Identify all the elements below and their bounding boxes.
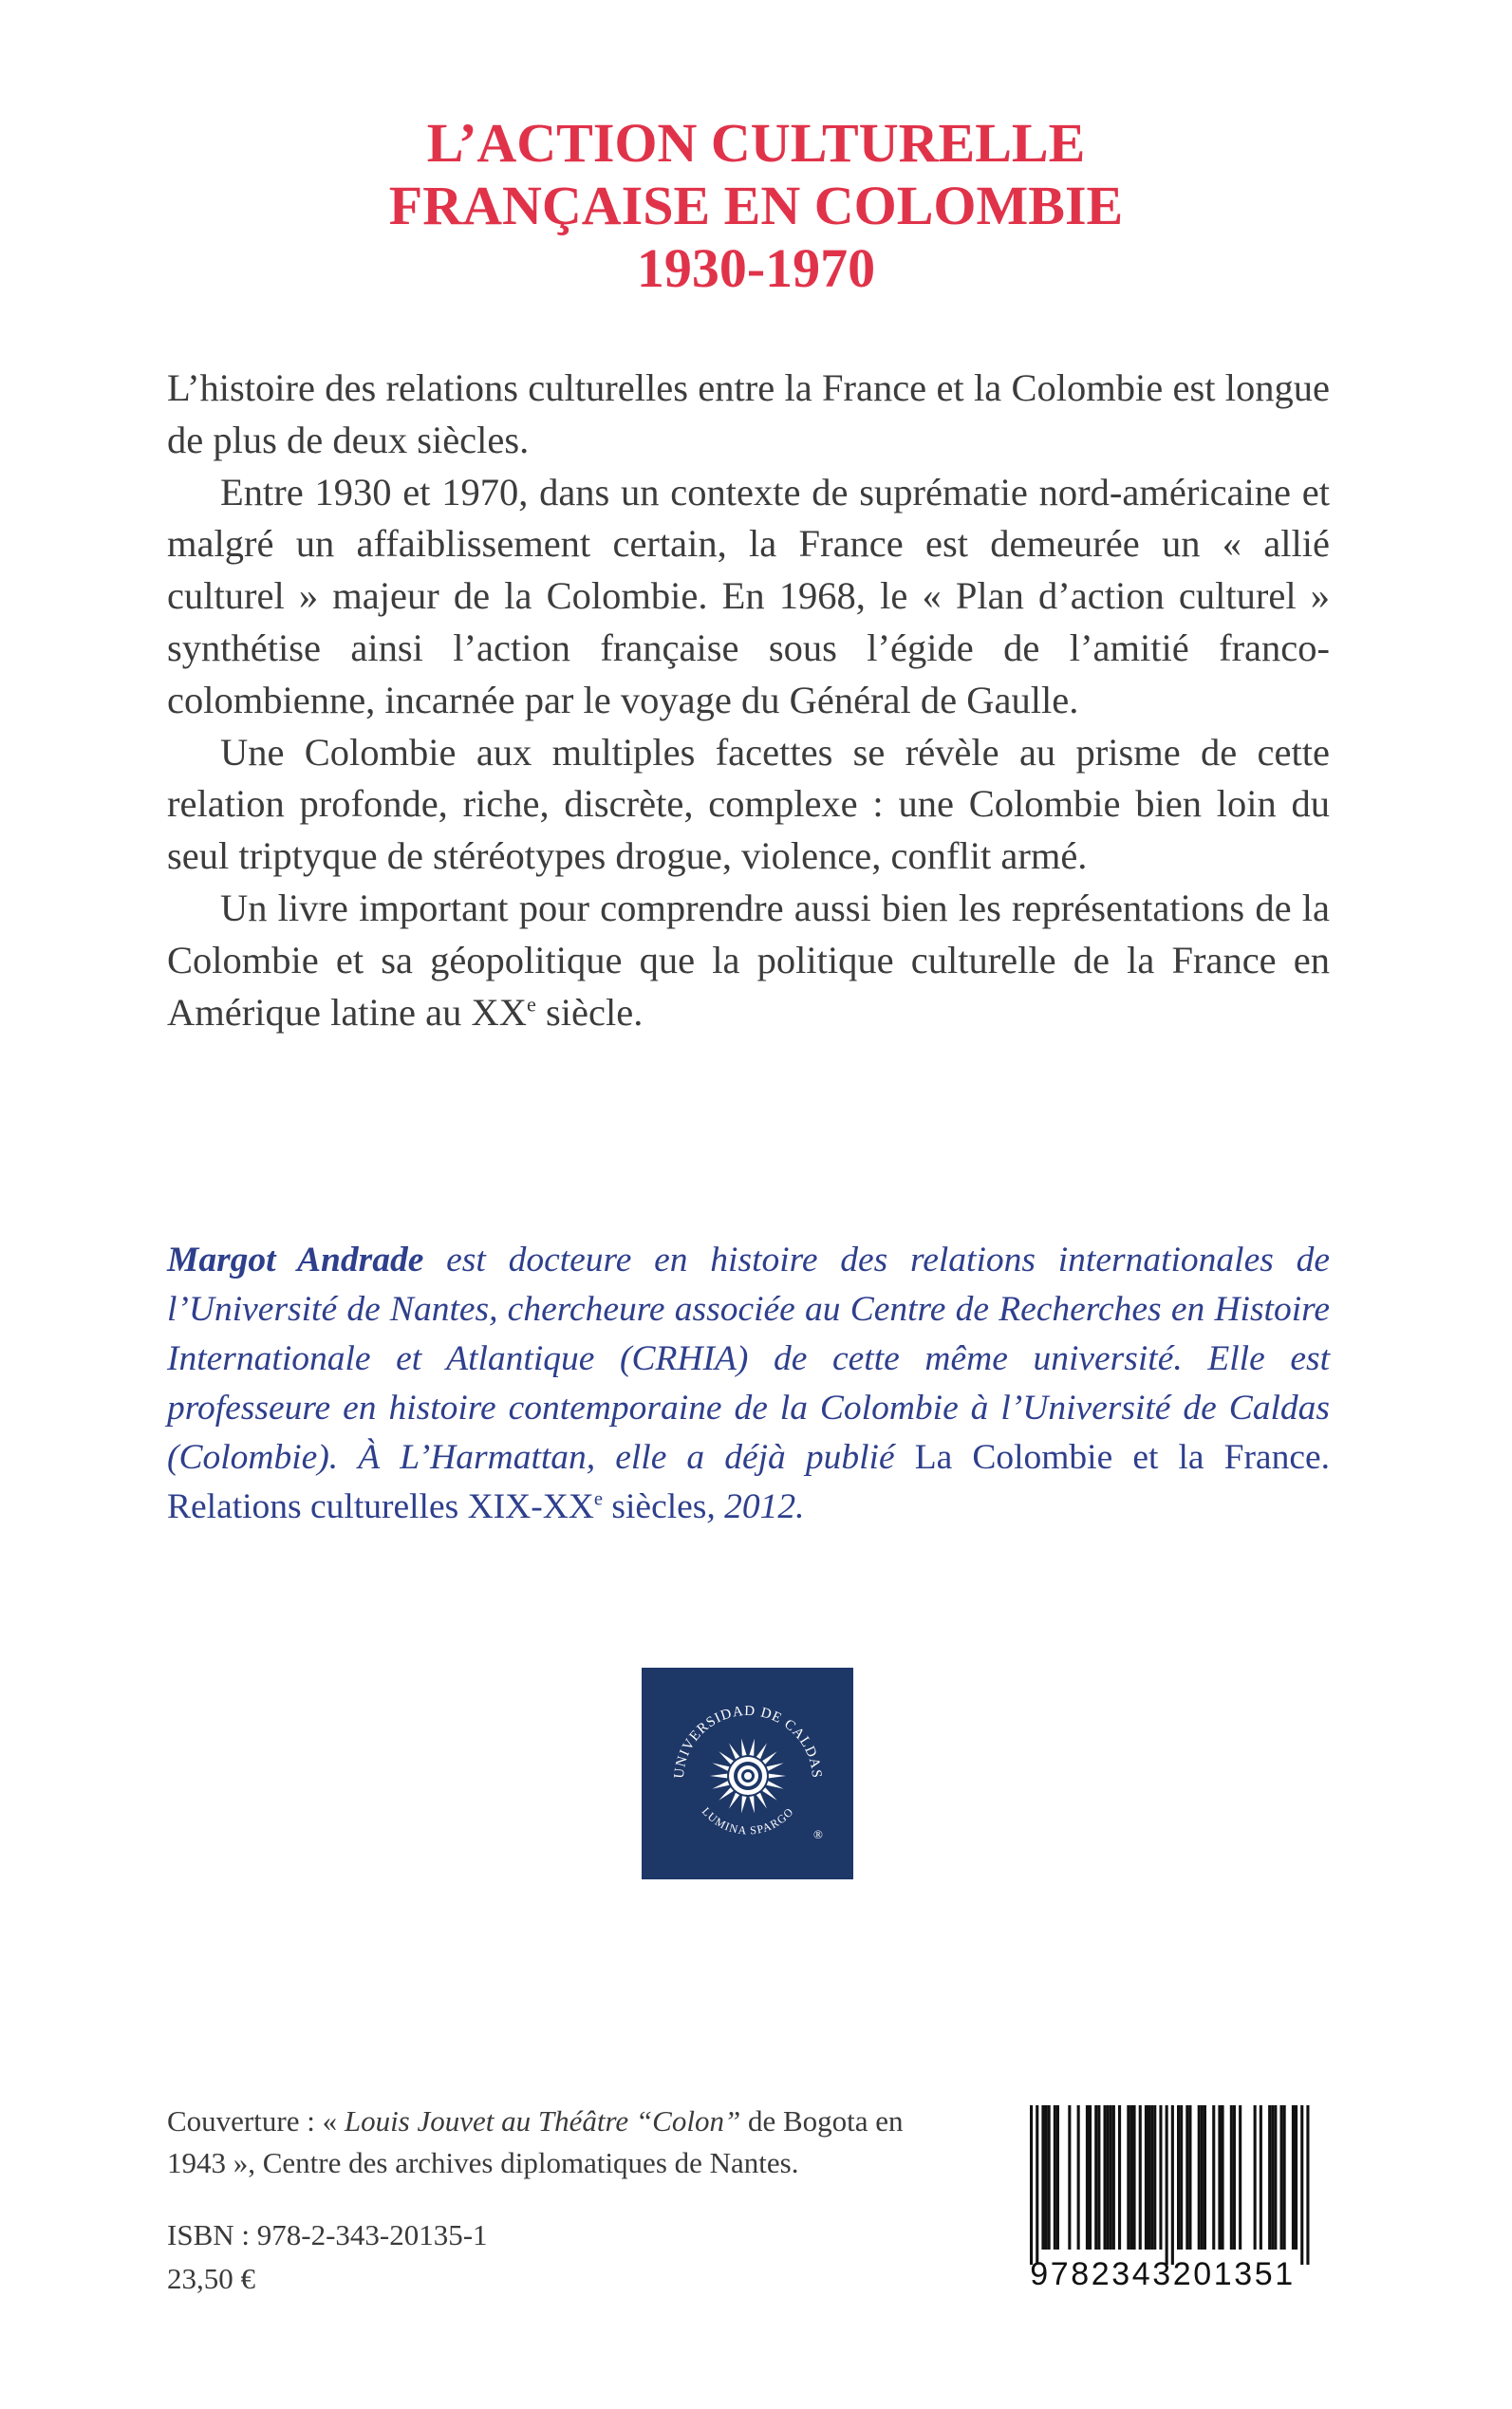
sun-ray (749, 1796, 755, 1813)
sun-ray (712, 1781, 729, 1788)
sun-ray (719, 1787, 733, 1801)
barcode-bar (1048, 2105, 1051, 2250)
sun-ray (719, 1751, 733, 1765)
blurb-paragraph-4 (167, 883, 1330, 1038)
barcode-bar (1254, 2105, 1257, 2250)
sun-ray (767, 1781, 784, 1788)
sun-ray (741, 1796, 747, 1813)
previous-book-title-end: siècles (603, 1487, 707, 1526)
title-line-2: FRANÇAISE EN COLOMBIE (388, 175, 1124, 236)
author-name: Margot Andrade (167, 1241, 424, 1279)
barcode-bar (1204, 2105, 1206, 2250)
barcode-bar (1230, 2105, 1233, 2250)
barcode-bar (1306, 2105, 1309, 2265)
barcode-bar (1097, 2105, 1100, 2250)
sun-ray (741, 1739, 747, 1756)
barcode-bar (1089, 2105, 1092, 2250)
sun-ray (712, 1763, 729, 1770)
barcode-bar (1104, 2105, 1107, 2250)
barcode-bar (1177, 2105, 1180, 2250)
century-superscript: e (527, 992, 536, 1017)
credit-label: Couverture : « (167, 2104, 345, 2138)
barcode-digits: 9782343201351 (1030, 2256, 1296, 2292)
sun-ray (749, 1739, 755, 1756)
previous-book-superscript: e (593, 1488, 604, 1510)
barcode-bar (1112, 2105, 1115, 2250)
barcode-bar (1150, 2105, 1153, 2250)
sun-ray (729, 1743, 739, 1759)
sun-ray (756, 1793, 767, 1809)
barcode-bar (1218, 2105, 1221, 2250)
barcode-bar (1198, 2105, 1201, 2250)
barcode-bar (1188, 2105, 1191, 2250)
sun-ray (710, 1774, 727, 1779)
credit-source: de Bogota en 1943 », Centre des archives diplomatiques de Nantes. (167, 2104, 904, 2179)
previous-book-title-text: La Colombie et la France. Relations culturelles XIX-XX (167, 1438, 1330, 1526)
barcode-bar (1280, 2105, 1283, 2250)
sun-ray (762, 1787, 776, 1801)
barcode-bar (1300, 2105, 1303, 2265)
bio-text: est docteure en histoire des relations internationales de l’Université de Nantes, chercheure associée au Centre de Recherches en Histoire Internationale et Atlantique (CRHIA) de cette même université. Elle est professeure en histoire contemporaine de la Colombie à l’Université de Caldas (Colombie). À L’Harmattan, elle a déjà publié (167, 1241, 1331, 1477)
barcode-bar (1292, 2105, 1295, 2250)
barcode-bar (1153, 2105, 1156, 2250)
barcode-bar (1233, 2105, 1236, 2250)
barcode-bar (1185, 2105, 1188, 2250)
sun-ray (729, 1793, 739, 1809)
author-bio (167, 1236, 1330, 1532)
barcode-bar (1036, 2105, 1038, 2265)
title-line-1: L’ACTION CULTURELLE (426, 112, 1086, 174)
barcode-bar (1077, 2105, 1080, 2250)
barcode-bar (1274, 2105, 1277, 2250)
barcode-bar (1107, 2105, 1110, 2250)
price: 23,50 € (167, 2262, 255, 2295)
barcode-bar (1180, 2105, 1183, 2250)
barcode-bar (1030, 2105, 1033, 2265)
isbn: ISBN : 978-2-343-20135-1 (167, 2218, 488, 2251)
sun-ray (756, 1743, 767, 1759)
sun-ray (769, 1774, 786, 1779)
blurb-paragraph-3: Une Colombie aux multiples facettes se révèle au prisme de cette relation profonde, riche, discrète, complexe : une Colombie bien loin du seul triptyque de stéréotypes drogue, violence, conflit armé. (167, 730, 1330, 878)
title-line-3: 1930-1970 (636, 237, 876, 299)
barcode-bar (1127, 2105, 1129, 2250)
barcode-bar (1054, 2105, 1056, 2250)
universidad-de-caldas-logo (642, 1668, 853, 1879)
barcode-bar (1110, 2105, 1112, 2250)
barcode-bar (1086, 2105, 1089, 2250)
barcode-bar (1041, 2105, 1044, 2250)
blurb-p4-end: siècle. (535, 990, 644, 1034)
barcode-bar (1222, 2105, 1224, 2250)
barcode-bar (1045, 2105, 1048, 2250)
logo-top-textpath: UNIVERSIDAD DE CALDAS (671, 1703, 825, 1780)
cover-credit (167, 2101, 926, 2184)
barcode-bar (1148, 2105, 1150, 2250)
barcode-bar (1056, 2105, 1059, 2250)
barcode-bar (1171, 2105, 1174, 2265)
barcode-bar (1212, 2105, 1215, 2250)
barcode-bar (1260, 2105, 1262, 2250)
blurb-paragraph-2: Entre 1930 et 1970, dans un contexte de suprématie nord-américaine et malgré un affaiblissement certain, la France est demeurée un « allié culturel » majeur de la Colombie. En 1968, le « Plan d’action culturel » synthétise ainsi l’action française sous l’égide de l’amitié franco-colombienne, incarnée par le voyage du Général de Gaulle. (167, 470, 1330, 721)
sun-emblem-icon (710, 1739, 786, 1814)
barcode-bar (1129, 2105, 1132, 2250)
blurb (167, 363, 1330, 1038)
blurb-p4-text: Un livre important pour comprendre aussi bien les représentations de la Colombie et sa géopolitique que la politique culturelle de la France en Amérique latine au XX (167, 886, 1330, 1034)
sun-ray (767, 1763, 784, 1770)
barcode-bar (1118, 2105, 1121, 2250)
barcode-bar (1133, 2105, 1136, 2250)
blurb-paragraph-1: L’histoire des relations culturelles entre la France et la Colombie est longue de plus de deux siècles. (167, 366, 1330, 461)
barcode-bar (1139, 2105, 1142, 2250)
logo-bottom-text (700, 1804, 796, 1837)
logo-bottom-textpath: LUMINA SPARGO (699, 1804, 797, 1838)
barcode-bar (1068, 2105, 1071, 2250)
barcode-bar (1295, 2105, 1297, 2250)
registered-mark: ® (813, 1827, 823, 1841)
barcode-bar (1145, 2105, 1148, 2250)
barcode-bar (1159, 2105, 1162, 2250)
barcode-bar (1094, 2105, 1097, 2250)
barcode-bar (1166, 2105, 1168, 2265)
barcode-bar (1271, 2105, 1274, 2250)
university-seal-icon (642, 1668, 853, 1879)
book-title (0, 112, 1512, 300)
barcode-bar (1268, 2105, 1271, 2250)
barcode-bar (1283, 2105, 1286, 2250)
sun-ray (762, 1751, 776, 1765)
bio-year: , 2012. (706, 1487, 805, 1526)
barcode-bar (1239, 2105, 1241, 2250)
barcode (992, 2096, 1334, 2299)
credit-artwork-title: Louis Jouvet au Théâtre “Colon” (344, 2104, 741, 2138)
barcode-bar (1201, 2105, 1204, 2250)
sun-ring (744, 1772, 752, 1780)
